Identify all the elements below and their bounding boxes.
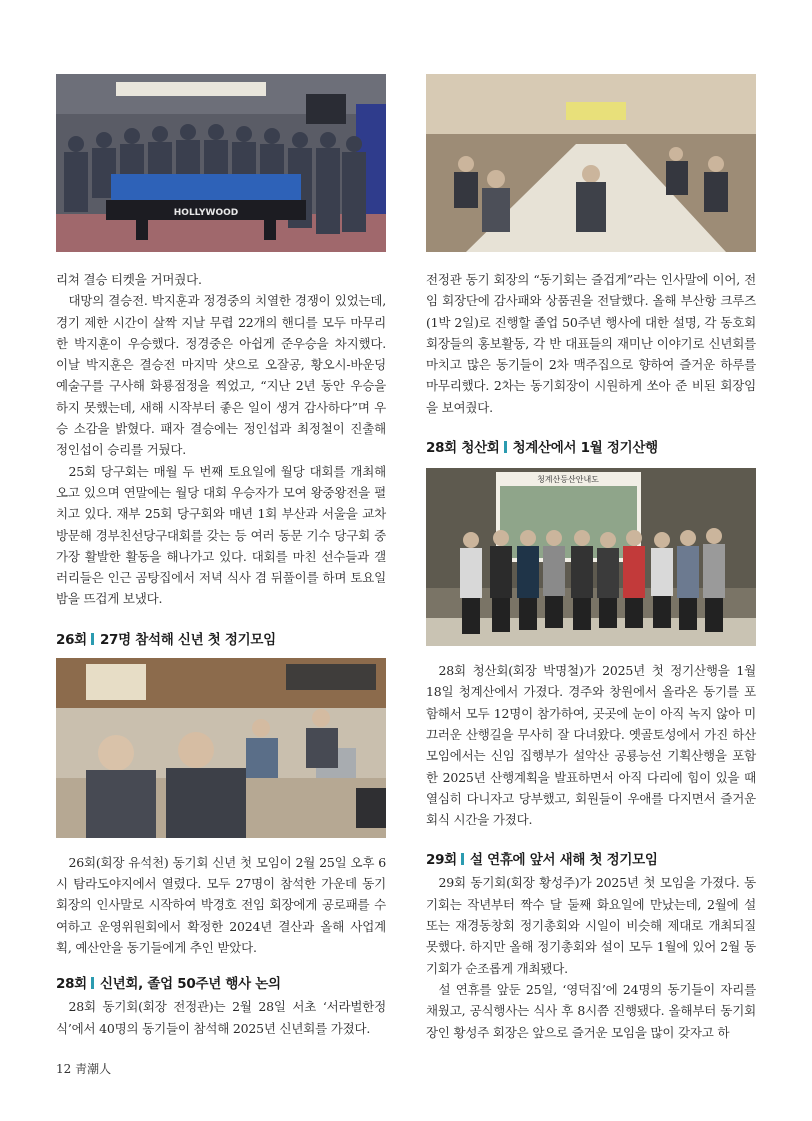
paragraph: 29회 동기회(회장 황성주)가 2025년 첫 모임을 가졌다. 동기회는 작년부터 짝수 달 둘째 화요일에 만났는데, 2월에 설 또는 재경동창회 정기총회와 시일이 비슷해 제대로 개최되질 못했다. 하지만 올해 정기총회와 설이 모두 1월에 있어 2월 동기회가 순조롭게 개최됐다. bbox=[426, 875, 756, 976]
paragraph: 설 연휴를 앞둔 25일, ‘영덕집’에 24명의 동기들이 자리를 채웠고, 공식행사는 식사 후 8시쯤 진행됐다. 올해부터 동기회장인 황성주 회장은 앞으로 즐거운 모임을 많이 갖자고 하 bbox=[426, 981, 756, 1040]
restaurant-meeting-photo bbox=[56, 658, 386, 838]
billiards-group-photo bbox=[56, 74, 386, 252]
paragraph: 28회 동기회(회장 전정관)는 2월 28일 서초 ‘서라벌한정식’에서 40명의 동기들이 참석해 2025년 신년회를 가졌다. bbox=[56, 999, 386, 1036]
heading-bar bbox=[91, 977, 94, 989]
section-heading-28 bbox=[56, 972, 386, 996]
paragraph: 26회(회장 유석천) 동기회 신년 첫 모임이 2월 25일 오후 6시 탐라도야지에서 열렸다. 모두 27명이 참석한 가운데 동기회장의 인사말로 시작하여 박경호 전임 회장에게 공로패를 수여하고 운영위원회에서 확정한 2024년 결산과 올해 사업계획, 예산안을 동기들에게 추인 받았다. bbox=[56, 854, 386, 955]
page-footer bbox=[56, 1060, 111, 1077]
section-heading-26 bbox=[56, 628, 386, 652]
paragraph: 전정관 동기 회장의 “동기회는 즐겁게”라는 인사말에 이어, 전임 회장단에 감사패와 상품권을 전달했다. 올해 부산항 크루즈(1박 2일)로 진행할 졸업 50주년 행사에 대한 설명, 각 동호회 회장들의 홍보활동, 각 반 대표들의 재미난 이야기로 신년회를 마치고 많은 동기들이 2차 맥주집으로 향하여 즐거운 하루를 마무리했다. 2차는 동기회장이 시원하게 쏘아 준 비된 회장임을 보여줬다. bbox=[426, 272, 756, 415]
billiard-table-sign: HOLLYWOOD bbox=[173, 208, 239, 218]
right-column bbox=[426, 74, 756, 1043]
section-title: 청계산에서 1월 정기산행 bbox=[512, 440, 658, 457]
paragraph: 25회 당구회는 매월 두 번째 토요일에 월당 대회를 개최해오고 있으며 연말에는 월당 대회 우승자가 모여 왕중왕전을 펼치고 있다. 재부 25회 당구회와 매년 1회 부산과 서울을 교차 방문해 경부친선당구대회를 갖는 등 여러 동문 기수 당구회 중 가장 활발한 활동을 해나가고 있다. 대회를 마친 선수들과 갤러리들은 인근 곰탕집에서 저녁 식사 겸 뒤풀이를 하며 토요일 밤을 뜨겁게 보냈다. bbox=[56, 463, 386, 607]
class-label: 26회 bbox=[56, 631, 87, 648]
left-column bbox=[56, 74, 386, 1039]
class-label: 28회 bbox=[56, 976, 87, 993]
section-heading-29 bbox=[426, 848, 756, 872]
heading-bar bbox=[461, 853, 464, 865]
class-label: 28회 청산회 bbox=[426, 440, 500, 457]
section-heading-28-cheongsan bbox=[426, 436, 756, 460]
heading-bar bbox=[91, 633, 94, 645]
section-title: 신년회, 졸업 50주년 행사 논의 bbox=[99, 976, 281, 993]
magazine-name: 靑潮人 bbox=[75, 1062, 112, 1076]
paragraph: 28회 청산회(회장 박명철)가 2025년 첫 정기산행을 1월 18일 청계산에서 가졌다. 경주와 창원에서 올라온 동기를 포함해서 모두 12명이 참가하여, 곳곳에 눈이 아직 녹지 않아 미끄러운 산행길을 무사히 잘 다녀왔다. 옛골토성에서 가진 하산모임에서는 신임 집행부가 설악산 공룡능선 기획산행을 포함한 2025년 산행계획을 발표하면서 아직 다리에 힘이 있을 때 열심히 다니자고 당부했고, 회원들이 우애를 다지면서 즐거운 회식 시간을 가졌다. bbox=[426, 663, 756, 828]
class-label: 29회 bbox=[426, 852, 457, 869]
hiking-group-photo bbox=[426, 468, 756, 646]
paragraph: 대망의 결승전. 박지훈과 정경중의 치열한 경쟁이 있었는데, 경기 제한 시간이 살짝 지날 무렵 22개의 핸디를 모두 마무리한 박지훈이 우승했다. 정경중은 아쉽게 준우승을 차지했다. 이날 박지훈은 결승전 마지막 샷으로 오잘공, 황오시-바운딩 예술구를 구사해 화룡점정을 찍었고, “지난 2년 동안 우승을 하지 못했는데, 새해 시작부터 좋은 일이 생겨 감사하다”며 우승 소감을 밝혔다. 패자 결승에는 정인섭과 최정철이 진출해 정인섭이 승리를 거뒀다. bbox=[56, 293, 386, 458]
heading-bar bbox=[504, 441, 507, 453]
paragraph: 리쳐 결승 티켓을 거머줬다. bbox=[56, 272, 202, 287]
section-title: 설 연휴에 앞서 새해 첫 정기모임 bbox=[469, 852, 658, 869]
page-number: 12 bbox=[56, 1062, 72, 1076]
banquet-hall-photo bbox=[426, 74, 756, 252]
section-title: 27명 참석해 신년 첫 정기모임 bbox=[99, 631, 276, 648]
trail-sign-text: 청계산등산안내도 bbox=[537, 475, 599, 485]
